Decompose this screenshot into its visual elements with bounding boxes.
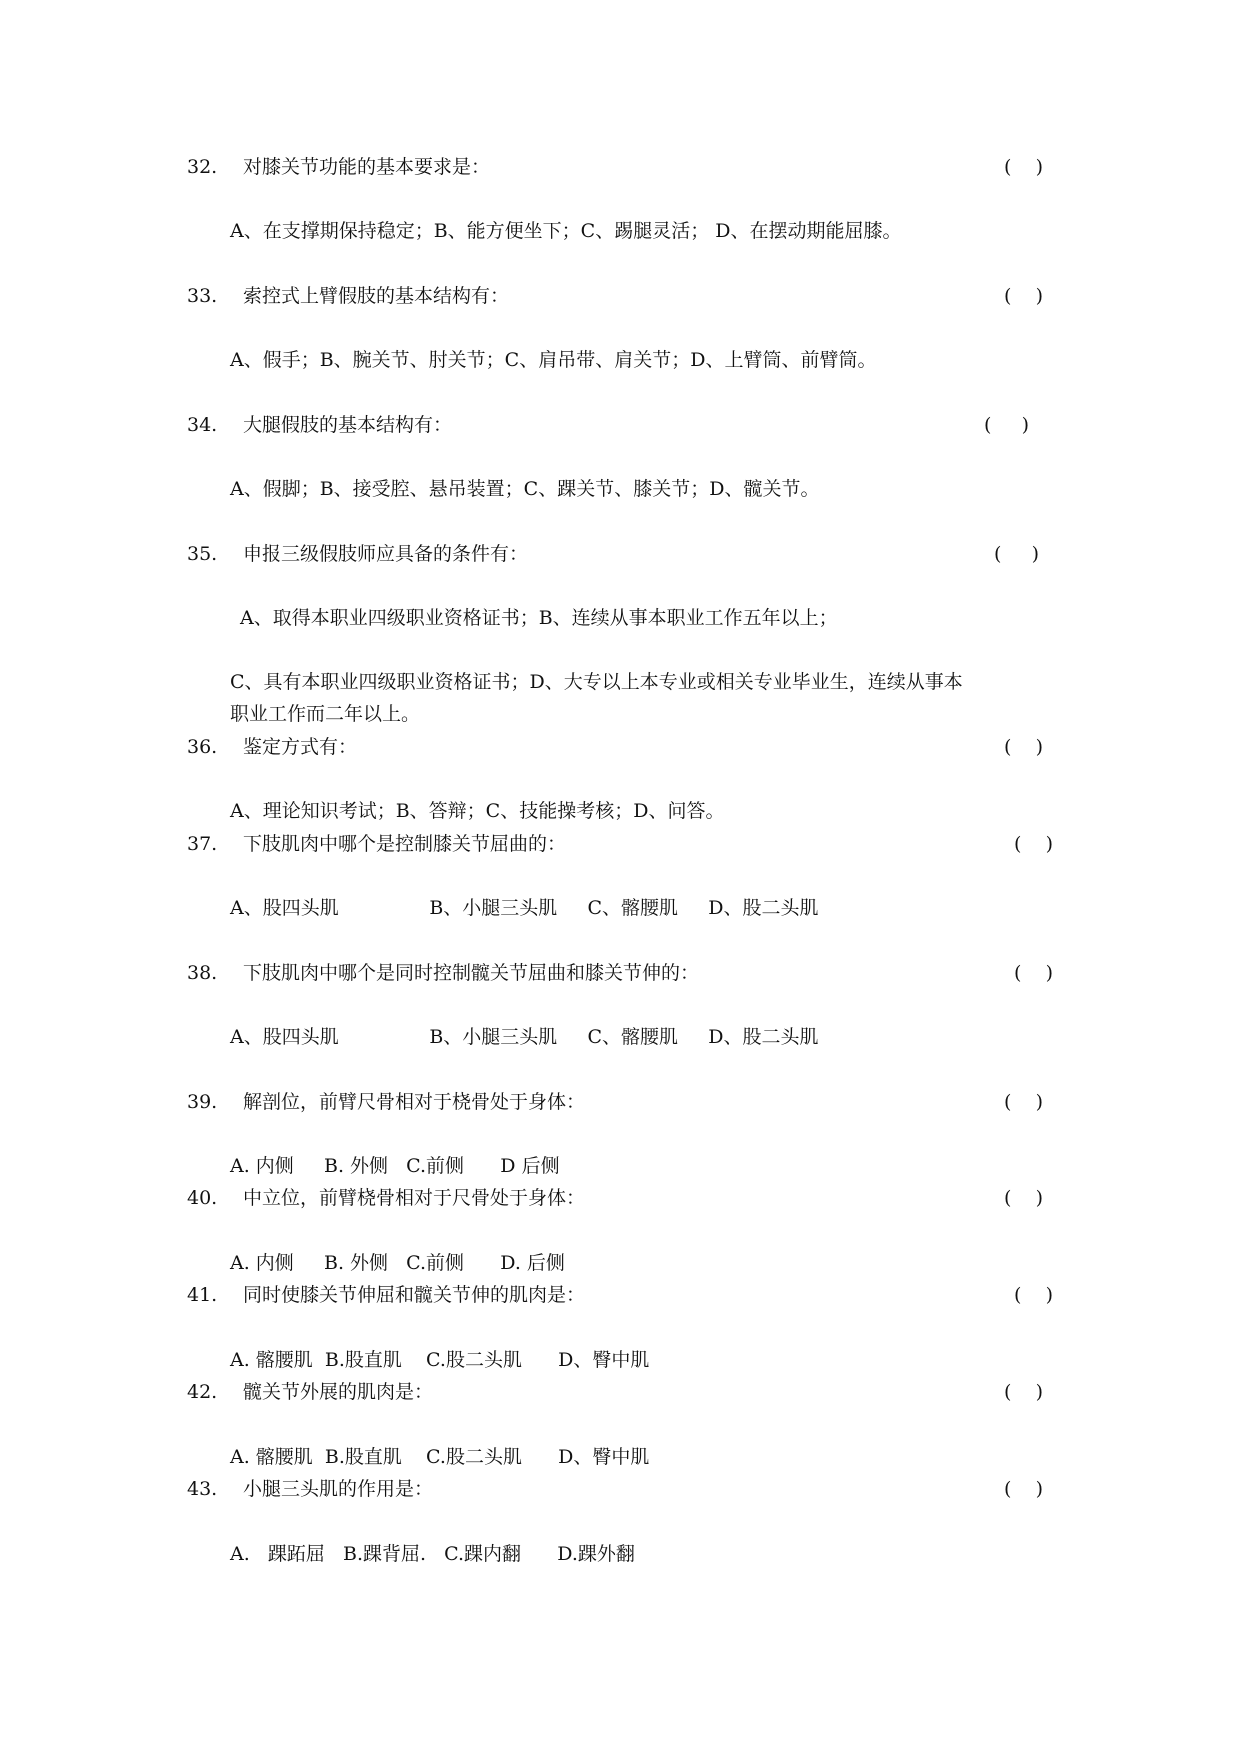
question-options: A. 髂腰肌 B.股直肌 C.股二头肌 D、臀中肌 xyxy=(230,1446,650,1468)
answer-parentheses: ( ) xyxy=(1004,1381,1043,1403)
answer-parentheses: ( ) xyxy=(1014,1284,1053,1306)
question-number: 34. xyxy=(187,414,218,436)
answer-parentheses: ( ) xyxy=(1004,1478,1043,1500)
question-text: 中立位，前臂桡骨相对于尺骨处于身体： xyxy=(243,1187,586,1209)
question-options: A. 髂腰肌 B.股直肌 C.股二头肌 D、臀中肌 xyxy=(230,1349,650,1371)
question-options: A、理论知识考试；B、答辩；C、技能操考核；D、问答。 xyxy=(230,800,725,822)
question-number: 37. xyxy=(187,833,218,855)
answer-parentheses: ( ) xyxy=(1004,736,1043,758)
answer-parentheses: ( ) xyxy=(1014,962,1053,984)
question-options: C、具有本职业四级职业资格证书；D、大专以上本专业或相关专业毕业生，连续从事本 xyxy=(230,671,963,693)
question-text: 解剖位，前臂尺骨相对于桡骨处于身体： xyxy=(243,1091,586,1113)
answer-parentheses: ( ) xyxy=(1004,1091,1043,1113)
question-options: A、在支撑期保持稳定；B、能方便坐下；C、踢腿灵活； D、在摆动期能屈膝。 xyxy=(230,220,902,242)
question-options: A、假脚；B、接受腔、悬吊装置；C、踝关节、膝关节；D、髋关节。 xyxy=(230,478,820,500)
answer-parentheses: ( ) xyxy=(1004,1187,1043,1209)
question-options: A、取得本职业四级职业资格证书；B、连续从事本职业工作五年以上； xyxy=(240,607,838,629)
question-options: A、股四头肌 B、小腿三头肌 C、髂腰肌 D、股二头肌 xyxy=(230,1026,819,1048)
answer-parentheses: ( ) xyxy=(994,543,1040,565)
question-number: 43. xyxy=(187,1478,218,1500)
question-number: 32. xyxy=(187,156,218,178)
question-number: 38. xyxy=(187,962,218,984)
question-text: 大腿假肢的基本结构有： xyxy=(243,414,453,436)
question-text: 下肢肌肉中哪个是控制膝关节屈曲的： xyxy=(243,833,567,855)
question-number: 33. xyxy=(187,285,218,307)
answer-parentheses: ( ) xyxy=(1004,156,1043,178)
question-text: 同时使膝关节伸屈和髋关节伸的肌肉是： xyxy=(243,1284,586,1306)
question-number: 42. xyxy=(187,1381,218,1403)
question-options: A、假手；B、腕关节、肘关节；C、肩吊带、肩关节；D、上臂筒、前臂筒。 xyxy=(230,349,877,371)
question-number: 36. xyxy=(187,736,218,758)
question-options: A. 内侧 B. 外侧 C.前侧 D. 后侧 xyxy=(230,1252,565,1274)
question-number: 40. xyxy=(187,1187,218,1209)
question-number: 41. xyxy=(187,1284,218,1306)
answer-parentheses: ( ) xyxy=(1004,285,1043,307)
question-text: 申报三级假肢师应具备的条件有： xyxy=(243,543,529,565)
question-options: A. 内侧 B. 外侧 C.前侧 D 后侧 xyxy=(230,1155,560,1177)
question-options: 职业工作而二年以上。 xyxy=(230,703,421,725)
question-text: 鉴定方式有： xyxy=(243,736,358,758)
question-text: 下肢肌肉中哪个是同时控制髋关节屈曲和膝关节伸的： xyxy=(243,962,700,984)
question-options: A、股四头肌 B、小腿三头肌 C、髂腰肌 D、股二头肌 xyxy=(230,897,819,919)
question-number: 39. xyxy=(187,1091,218,1113)
question-text: 对膝关节功能的基本要求是： xyxy=(243,156,491,178)
question-text: 索控式上臂假肢的基本结构有： xyxy=(243,285,510,307)
answer-parentheses: ( ) xyxy=(1014,833,1053,855)
question-text: 小腿三头肌的作用是： xyxy=(243,1478,434,1500)
answer-parentheses: ( ) xyxy=(984,414,1030,436)
question-text: 髋关节外展的肌肉是： xyxy=(243,1381,434,1403)
question-number: 35. xyxy=(187,543,218,565)
question-options: A. 踝跖屈 B.踝背屈. C.踝内翻 D.踝外翻 xyxy=(230,1543,635,1565)
